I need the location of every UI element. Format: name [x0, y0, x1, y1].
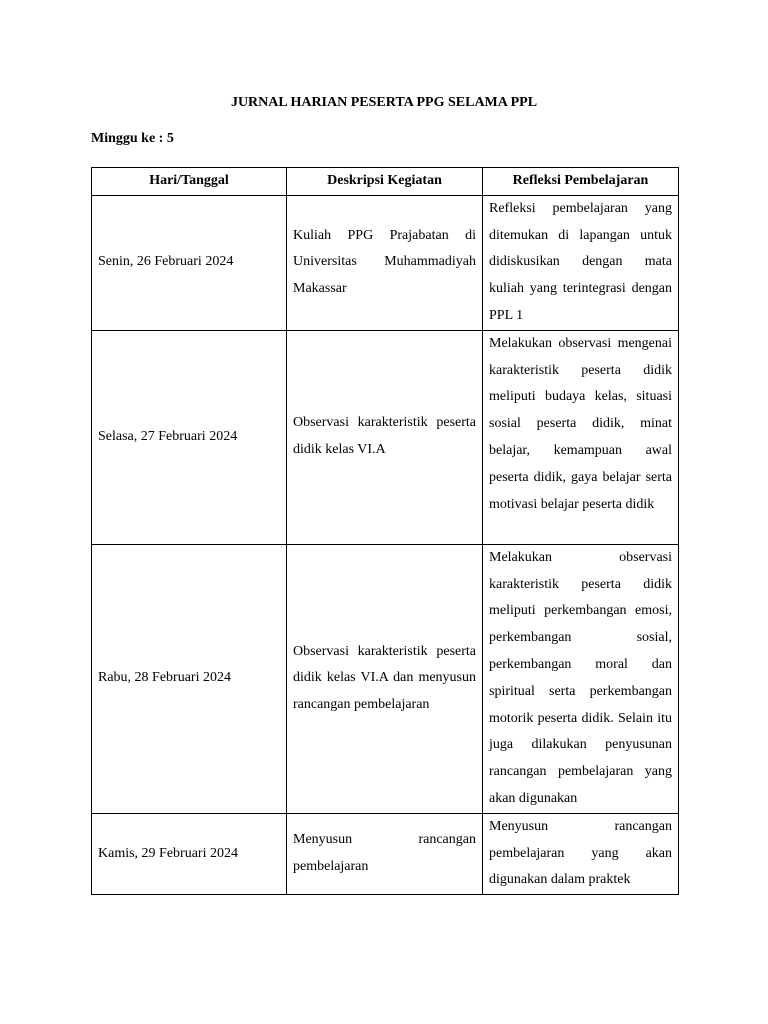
table-row: [92, 813, 679, 894]
journal-table: [91, 167, 679, 895]
day-cell: Rabu, 28 Februari 2024: [92, 544, 287, 813]
reflection-cell: Refleksi pembelajaran yang ditemukan di lapangan untuk didiskusikan dengan mata kuliah yang terintegrasi dengan PPL 1: [483, 195, 679, 330]
description-cell: Kuliah PPG Prajabatan di Universitas Muhammadiyah Makassar: [287, 195, 483, 330]
table-row: [92, 195, 679, 330]
header-day: Hari/Tanggal: [92, 168, 287, 196]
day-cell: Senin, 26 Februari 2024: [92, 195, 287, 330]
description-cell: Observasi karakteristik peserta didik kelas VI.A dan menyusun rancangan pembelajaran: [287, 544, 483, 813]
header-reflection: Refleksi Pembelajaran: [483, 168, 679, 196]
table-row: [92, 330, 679, 544]
table-row: [92, 544, 679, 813]
day-cell: Selasa, 27 Februari 2024: [92, 330, 287, 544]
week-label: Minggu ke : 5: [91, 131, 174, 146]
document-title: JURNAL HARIAN PESERTA PPG SELAMA PPL: [230, 95, 538, 110]
header-description: Deskripsi Kegiatan: [287, 168, 483, 196]
description-cell: Menyusun rancangan pembelajaran: [287, 813, 483, 894]
reflection-cell: Melakukan observasi karakteristik peserta didik meliputi perkembangan emosi, perkembangan sosial, perkembangan moral dan spiritual serta perkembangan motorik peserta didik. Selain itu juga dilakukan penyusunan rancangan pembelajaran yang akan digunakan: [483, 544, 679, 813]
reflection-cell: Menyusun rancangan pembelajaran yang akan digunakan dalam praktek: [483, 813, 679, 894]
day-cell: Kamis, 29 Februari 2024: [92, 813, 287, 894]
description-cell: Observasi karakteristik peserta didik kelas VI.A: [287, 330, 483, 544]
reflection-cell: Melakukan observasi mengenai karakteristik peserta didik meliputi budaya kelas, situasi sosial peserta didik, minat belajar, kemampuan awal peserta didik, gaya belajar serta motivasi belajar peserta didik: [483, 330, 679, 544]
table-header-row: [92, 168, 679, 196]
